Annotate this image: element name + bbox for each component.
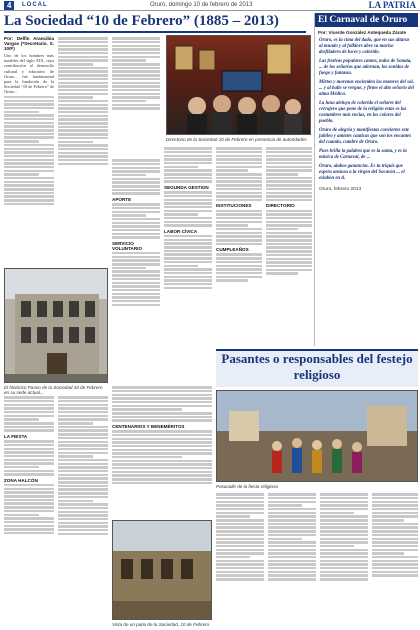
page-number: 4 (4, 1, 14, 10)
feature-column-1 (216, 492, 264, 626)
poem-stanza: Pues brilla la palabra que es la santa, y es la música de Carnaval, de ... (319, 149, 407, 160)
article-column-3b (112, 158, 160, 383)
building-photo-graphic (5, 269, 108, 383)
article-column-1 (4, 36, 54, 266)
feature-column-2 (268, 492, 316, 626)
sidebar-poem (315, 38, 418, 182)
subhead-segunda: SEGUNDA GESTION (164, 184, 209, 190)
portraits-photo-graphic (167, 36, 311, 135)
sidebar-title: El Carnaval de Oruro (315, 13, 418, 27)
feature-column-3 (320, 492, 368, 626)
article-column-2b (58, 395, 108, 625)
poem-stanza: Oruro, alabos ganancias. Es tu tríquis que espera ansiosa a la virgen del Socavón ... el eslabón en ti. (319, 164, 405, 181)
society-portraits-photo (166, 35, 311, 135)
subhead-directorio: DIRECTORIO (266, 203, 295, 209)
feature-column-4 (372, 492, 418, 626)
article-column-3c (112, 385, 212, 517)
article-column-6 (266, 146, 312, 346)
subhead-cumpleanos: CUMPLEAÑOS (216, 247, 249, 253)
courtyard-photo-graphic (113, 521, 212, 620)
section-label: LOCAL (22, 2, 48, 8)
poem-stanza: Mirtos y morenas encienden los motores del sol, ... y al baile se vergue, y firme el alto señorío del alma Médica. (319, 80, 414, 97)
historic-building-caption: El histórico Paseo de la Sociedad 10 de Febrero en su sede actual... (4, 385, 103, 395)
procession-caption: Pasacalle de la fiesta religiosa (216, 484, 278, 489)
subhead-instituciones: INSTITUCIONES (216, 203, 252, 209)
carnaval-sidebar (314, 13, 418, 346)
subhead-labor: LABOR CÍVICA (164, 228, 198, 234)
subhead-centenarios: CENTENARIOS Y BENEMÉRITOS (112, 423, 185, 429)
article-col1-text: Uno de los hombres más notables del siglo XIX, cuya contribución al desarrollo cultural y educativo de Oruro... fue fundamental para la fundación de la Sociedad “10 de Febrero” de Oruro... (4, 53, 54, 95)
courtyard-photo (112, 520, 212, 620)
article-column-3 (112, 36, 160, 152)
sidebar-author: Por: Vicente González Antequeda Zárate (318, 30, 407, 35)
poem-stanza: Las festivas populares cantos, todos de Sonata, ... de los señoríos que adornan, los sonidos de fuego y fantasía. (319, 59, 412, 76)
page-header-bar (0, 0, 420, 11)
subhead-zona-halcon: ZONA HALCÓN (4, 477, 38, 483)
procession-photo-graphic (217, 391, 418, 482)
newspaper-name: LA PATRIA (368, 0, 416, 10)
subhead-servicio: SERVICIO VOLUNTARIO (112, 240, 143, 251)
subhead-aporte: APORTE (112, 196, 132, 202)
poem-stanza: Oruro de alegría y manifiestas conviertes este jubileo y amistes cauticas que son los encantes del cuando, cumbre de Oruro. (319, 128, 412, 145)
main-headline: La Sociedad “10 de Febrero” (1885 – 2013) (4, 13, 306, 33)
feature-headline: Pasantes o responsables del festejo religioso (216, 349, 418, 387)
courtyard-caption: Vista de un patio de la Sociedad, 10 de Febrero (112, 622, 210, 627)
poem-stanza: Oruro, es la cima del dado, que en sus alturas al mundo y al folklore abre su maciso desfiladero de luces y colorido. (319, 38, 410, 55)
sidebar-signature: Oruro, febrero 2013 (319, 187, 362, 192)
poem-stanza: La luna aleluya de colorido el señoret del cerrajero que pone de la religión estas es las costumbres más encias, en los colores del pueblo. (319, 101, 407, 124)
portraits-photo-caption: Directorio de la Sociedad 10 de Febrero en presencia de autoridades (166, 137, 307, 142)
subhead-la-fiesta: LA FIESTA (4, 433, 28, 439)
article-column-5 (216, 146, 262, 346)
article-byline: Por: Delfín Arancibia Vargas (*Secretario. S. 10/F) (4, 36, 54, 51)
dateline: Oruro, domingo 10 de febrero de 2013 (150, 2, 253, 8)
historic-building-photo (4, 268, 108, 383)
article-column-2 (58, 36, 108, 266)
article-column-4 (164, 146, 212, 346)
article-column-1b (4, 395, 54, 625)
procession-photo (216, 390, 418, 482)
